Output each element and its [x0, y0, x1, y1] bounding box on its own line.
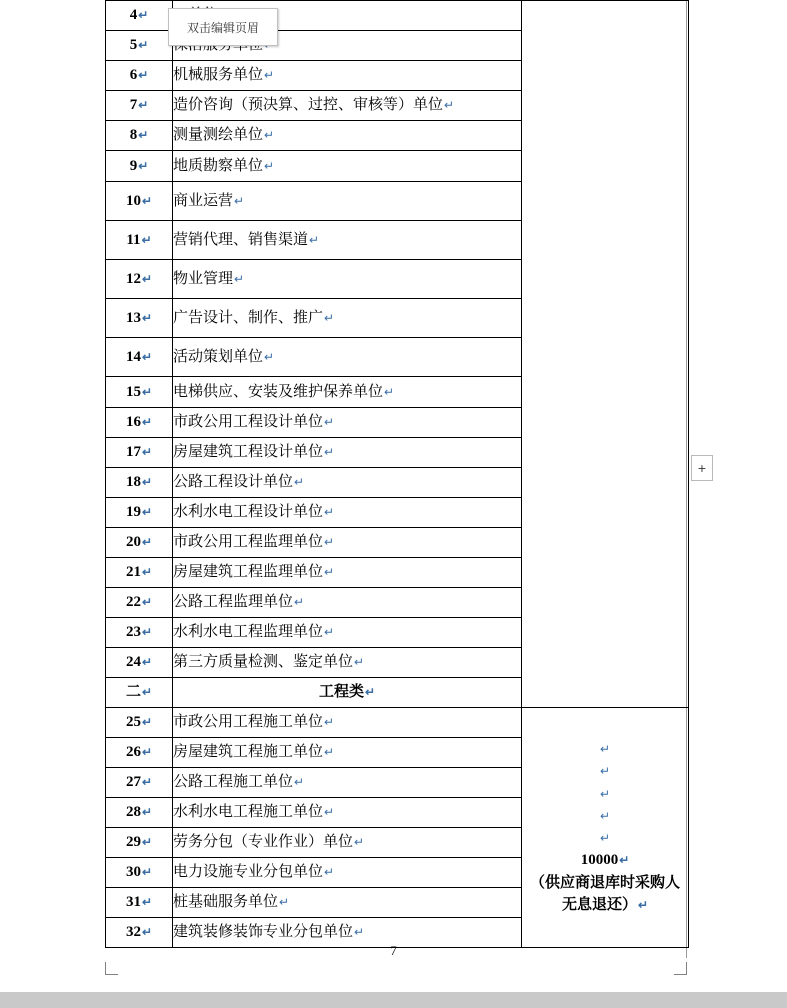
pilcrow-mark: ↵ — [354, 835, 365, 850]
pilcrow-mark: ↵ — [138, 38, 149, 53]
pilcrow-mark: ↵ — [138, 68, 149, 83]
row-name-cell: 电梯供应、安装及维护保养单位↵ — [173, 377, 522, 408]
pilcrow-mark: ↵ — [309, 232, 320, 247]
crop-mark-left — [105, 962, 118, 975]
document-content — [105, 0, 687, 941]
row-name-cell: 第三方质量检测、鉴定单位↵ — [173, 648, 522, 678]
pilcrow-mark: ↵ — [324, 805, 335, 820]
pilcrow-mark: ↵ — [354, 655, 365, 670]
pilcrow-mark: ↵ — [141, 475, 153, 490]
pilcrow-mark: ↵ — [138, 128, 149, 143]
pilcrow-mark: ↵ — [141, 415, 153, 430]
fee-note-line1: （供应商退库时采购人 — [529, 874, 680, 891]
row-number-cell: 31↵ — [106, 888, 173, 918]
pilcrow-mark: ↵ — [234, 193, 245, 208]
row-number-cell: 26↵ — [106, 738, 173, 768]
insert-row-button[interactable] — [691, 455, 713, 481]
row-number-cell: 32↵ — [106, 918, 173, 948]
window-bottom-bar — [0, 992, 787, 1008]
pilcrow-mark: ↵ — [138, 158, 149, 173]
pilcrow-mark: ↵ — [324, 505, 335, 520]
row-name-cell: 公路工程监理单位↵ — [173, 588, 522, 618]
row-number-cell: 27↵ — [106, 768, 173, 798]
row-number-cell: 14↵ — [106, 338, 173, 377]
fee-amount: 10000 — [580, 852, 619, 869]
row-number-cell: 4↵ — [106, 1, 173, 31]
plus-icon: + — [697, 460, 707, 476]
pilcrow-mark: ↵ — [264, 128, 275, 143]
row-name-cell: 房屋建筑工程设计单位↵ — [173, 438, 522, 468]
pilcrow-mark: ↵ — [324, 415, 335, 430]
pilcrow-mark: ↵ — [324, 745, 335, 760]
header-edit-tooltip-label: 双击编辑页眉 — [186, 20, 259, 35]
row-name-cell: 建筑装修装饰专业分包单位↵ — [173, 918, 522, 948]
row-number-cell: 17↵ — [106, 438, 173, 468]
row-number-cell: 30↵ — [106, 858, 173, 888]
pilcrow-mark: ↵ — [324, 625, 335, 640]
row-number-cell: 13↵ — [106, 299, 173, 338]
row-name-cell: 物业管理↵ — [173, 260, 522, 299]
fee-cell-lower — [522, 708, 689, 948]
pilcrow-mark: ↵ — [384, 384, 395, 399]
pilcrow-mark: ↵ — [141, 193, 153, 208]
fee-note-line2: 无息退还） — [561, 897, 637, 914]
pilcrow-mark: ↵ — [141, 925, 153, 940]
pilcrow-mark: ↵ — [637, 898, 649, 913]
row-name-cell: 水利水电工程监理单位↵ — [173, 618, 522, 648]
row-number-cell: 22↵ — [106, 588, 173, 618]
header-edit-tooltip[interactable] — [168, 8, 278, 46]
pilcrow-mark: ↵ — [141, 445, 153, 460]
pilcrow-mark: ↵ — [141, 685, 153, 700]
row-name-cell: 广告设计、制作、推广↵ — [173, 299, 522, 338]
supplier-category-table — [105, 0, 689, 948]
row-number-cell: 29↵ — [106, 828, 173, 858]
row-number-cell: 28↵ — [106, 798, 173, 828]
pilcrow-mark: ↵ — [324, 445, 335, 460]
pilcrow-mark: ↵ — [141, 595, 153, 610]
pilcrow-mark: ↵ — [264, 349, 275, 364]
row-number-cell: 16↵ — [106, 408, 173, 438]
pilcrow-mark: ↵ — [234, 271, 245, 286]
pilcrow-mark: ↵ — [141, 805, 153, 820]
table-row[interactable] — [106, 708, 689, 738]
pilcrow-mark: ↵ — [141, 655, 153, 670]
pilcrow-mark: ↵ — [354, 925, 365, 940]
pilcrow-mark: ↵ — [141, 384, 153, 399]
row-number-cell: 19↵ — [106, 498, 173, 528]
pilcrow-mark: ↵ — [294, 775, 305, 790]
fee-cell-upper — [522, 1, 689, 708]
pilcrow-mark: ↵ — [141, 565, 153, 580]
pilcrow-mark: ↵ — [141, 865, 153, 880]
row-name-cell: 测量测绘单位↵ — [173, 121, 522, 151]
row-name-cell: 机械服务单位↵ — [173, 61, 522, 91]
row-number-cell: 5↵ — [106, 31, 173, 61]
row-name-cell: 地质勘察单位↵ — [173, 151, 522, 182]
pilcrow-mark: ↵ — [294, 595, 305, 610]
pilcrow-mark: ↵ — [324, 565, 335, 580]
row-name-cell: 活动策划单位↵ — [173, 338, 522, 377]
pilcrow-mark: ↵ — [138, 8, 149, 23]
row-number-cell: 15↵ — [106, 377, 173, 408]
row-number-cell: 18↵ — [106, 468, 173, 498]
pilcrow-mark: ↵ — [141, 349, 153, 364]
pilcrow-mark: ↵ — [324, 535, 335, 550]
fee-amount-block — [522, 849, 688, 917]
row-name-cell: 水利水电工程设计单位↵ — [173, 498, 522, 528]
row-number-cell: 12↵ — [106, 260, 173, 299]
row-name-cell: 公路工程设计单位↵ — [173, 468, 522, 498]
pilcrow-mark: ↵ — [279, 895, 290, 910]
row-number-cell: 20↵ — [106, 528, 173, 558]
pilcrow-mark: ↵ — [141, 625, 153, 640]
pilcrow-mark: ↵ — [264, 68, 275, 83]
pilcrow-mark: ↵ — [324, 310, 335, 325]
pilcrow-mark: ↵ — [141, 505, 153, 520]
pilcrow-mark: ↵ — [294, 475, 305, 490]
row-name-cell: 市政公用工程设计单位↵ — [173, 408, 522, 438]
row-name-cell: 营销代理、销售渠道↵ — [173, 221, 522, 260]
pilcrow-mark: ↵ — [324, 715, 335, 730]
row-name-cell: 电力设施专业分包单位↵ — [173, 858, 522, 888]
row-number-cell: 7↵ — [106, 91, 173, 121]
pilcrow-mark: ↵ — [141, 271, 153, 286]
pilcrow-mark: ↵ — [141, 535, 153, 550]
row-number-cell: 21↵ — [106, 558, 173, 588]
row-number-cell: 25↵ — [106, 708, 173, 738]
pilcrow-mark: ↵ — [364, 685, 376, 700]
row-name-cell: 市政公用工程施工单位↵ — [173, 708, 522, 738]
pilcrow-mark: ↵ — [141, 310, 153, 325]
row-name-cell: 桩基础服务单位↵ — [173, 888, 522, 918]
row-name-cell: 房屋建筑工程施工单位↵ — [173, 738, 522, 768]
pilcrow-mark: ↵ — [324, 865, 335, 880]
pilcrow-mark: ↵ — [141, 745, 153, 760]
row-name-cell: 商业运营↵ — [173, 182, 522, 221]
row-number-cell: 24↵ — [106, 648, 173, 678]
category-name-cell: 工程类↵ — [173, 678, 522, 708]
row-number-cell: 10↵ — [106, 182, 173, 221]
pilcrow-mark: ↵ — [141, 835, 153, 850]
row-number-cell: 8↵ — [106, 121, 173, 151]
row-number-cell: 9↵ — [106, 151, 173, 182]
row-name-cell: 劳务分包（专业作业）单位↵ — [173, 828, 522, 858]
row-name-cell: 市政公用工程监理单位↵ — [173, 528, 522, 558]
pilcrow-mark: ↵ — [619, 853, 630, 868]
row-name-cell: 造价咨询（预决算、过控、审核等）单位↵ — [173, 91, 522, 121]
pilcrow-mark: ↵ — [138, 98, 149, 113]
pilcrow-mark: ↵ — [264, 158, 275, 173]
pilcrow-mark: ↵ — [141, 775, 153, 790]
fee-cell-marks: ↵ ↵ ↵ ↵ ↵ — [599, 742, 611, 846]
row-number-cell: 6↵ — [106, 61, 173, 91]
category-number-cell: 二↵ — [106, 678, 173, 708]
pilcrow-mark: ↵ — [141, 232, 152, 247]
row-name-cell: 房屋建筑工程监理单位↵ — [173, 558, 522, 588]
page-number: 7 — [390, 943, 397, 958]
crop-mark-right — [674, 962, 687, 975]
row-name-cell: 水利水电工程施工单位↵ — [173, 798, 522, 828]
row-number-cell: 23↵ — [106, 618, 173, 648]
pilcrow-mark: ↵ — [141, 715, 153, 730]
pilcrow-mark: ↵ — [141, 895, 153, 910]
pilcrow-mark: ↵ — [444, 98, 455, 113]
row-number-cell: 11↵ — [106, 221, 173, 260]
row-name-cell: 公路工程施工单位↵ — [173, 768, 522, 798]
